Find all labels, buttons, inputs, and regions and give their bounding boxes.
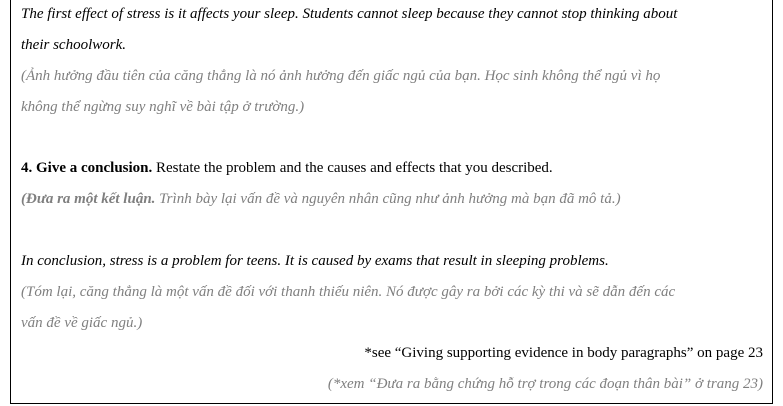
translation-line: vấn đề về giấc ngủ.) — [21, 315, 143, 331]
example-sentence-line: The first effect of stress is it affects your sleep. Students cannot sleep because they cannot stop thinking about — [21, 6, 678, 22]
step-text: Restate the problem and the causes and effects that you described. — [152, 160, 553, 176]
footnote-translation: (*xem “Đưa ra bằng chứng hỗ trợ trong các đoạn thân bài” ở trang 23) — [327, 376, 763, 392]
step-translation-heading: (Đưa ra một kết luận. — [21, 191, 156, 207]
step-translation-text: Trình bày lại vấn đề và nguyên nhân cũng như ảnh hưởng mà bạn đã mô tả.) — [155, 191, 621, 207]
step-translation — [21, 189, 621, 209]
example-sentence-line: their schoolwork. — [21, 37, 126, 53]
translation-line: (Tóm lại, căng thẳng là một vấn đề đối với thanh thiếu niên. Nó được gây ra bởi các kỳ thi và sẽ dẫn đến các — [21, 284, 676, 300]
translation-line: (Ảnh hưởng đầu tiên của căng thẳng là nó ảnh hưởng đến giấc ngủ của bạn. Học sinh không thể ngủ vì họ — [21, 68, 661, 84]
example-sentence-line: In conclusion, stress is a problem for teens. It is caused by exams that result in sleeping problems. — [21, 253, 609, 269]
footnote: *see “Giving supporting evidence in body paragraphs” on page 23 — [364, 345, 763, 361]
step-heading: 4. Give a conclusion. — [21, 160, 153, 176]
translation-line: không thể ngừng suy nghĩ về bài tập ở trường.) — [21, 99, 305, 115]
step-instruction — [21, 158, 553, 178]
